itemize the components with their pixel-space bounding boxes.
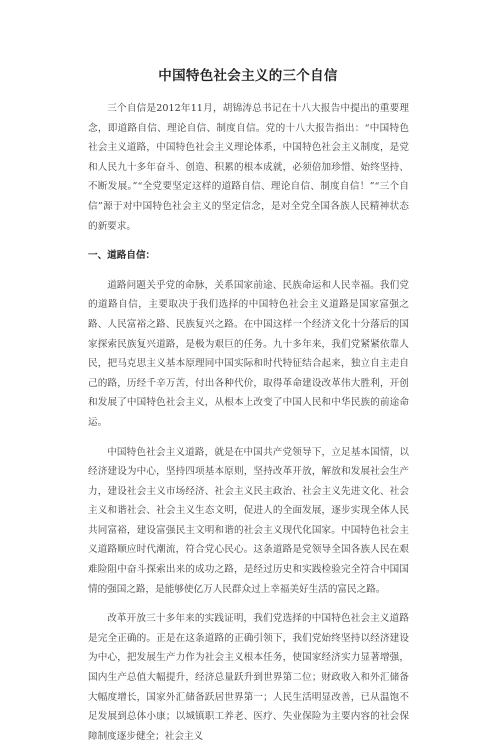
- section-paragraph: 道路问题关乎党的命脉，关系国家前途、民族命运和人民幸福。我们党的道路自信，主要取决于我们选择的中国特色社会主义道路是国家富强之路、人民富裕之路、民族复兴之路。在中国这样一个经济文化十分落后的国家探索民族复兴道路，是极为艰巨的任务。九十多年来，我们党紧紧依靠人民，把马克思主义基本原理同中国实际和时代特征结合起来，独立自主走自己的路，历经千辛万苦，付出各种代价，取得革命建设改革伟大胜利，开创和发展了中国特色社会主义，从根本上改变了中国人民和中华民族的前途命运。: [88, 279, 409, 428]
- section-paragraph: 改革开放三十多年来的实践证明，我们党选择的中国特色社会主义道路是完全正确的。正是在这条道路的正确引领下，我们党始终坚持以经济建设为中心，把发展生产力作为社会主义根本任务，使国家经济实力显著增强，国内生产总值大幅提升，经济总量跃升到世界第二位；财政收入和外汇储备大幅度增长，国家外汇储备跃居世界第一；人民生活明显改善，已从温饱不足发展到总体小康；以城镇职工养老、医疗、失业保险为主要内容的社会保障制度逐步健全；社会主义: [88, 613, 409, 742]
- section-heading-road-confidence: 一、道路自信：: [88, 250, 156, 262]
- section-paragraph: 中国特色社会主义道路，就是在中国共产党领导下，立足基本国情，以经济建设为中心，坚持四项基本原则，坚持改革开放，解放和发展社会生产力，建设社会主义市场经济、社会主义民主政治、社会主义先进文化、社会主义和谐社会、社会主义生态文明，促进人的全面发展，逐步实现全体人民共同富裕，建设富强民主文明和谐的社会主义现代化国家。中国特色社会主义道路顺应时代潮流，符合党心民心。这条道路是党领导全国各族人民在艰难险阻中奋斗探索出来的成功之路，是经过历史和实践检验完全符合中国国情的强国之路，是能够使亿万人民群众过上幸福美好生活的富民之路。: [88, 446, 409, 595]
- intro-paragraph: 三个自信是2012年11月，胡锦涛总书记在十八大报告中提出的重要理念，即道路自信、理论自信、制度自信。党的十八大报告指出：“中国特色社会主义道路，中国特色社会主义理论体系，中国特色社会主义制度，是党和人民九十多年奋斗、创造、积累的根本成就，必须倍加珍惜、始终坚持、不断发展。”“全党要坚定这样的道路自信、理论自信、制度自信！”“三个自信”源于对中国特色社会主义的坚定信念，是对全党全国各族人民精神状态的新要求。: [88, 103, 409, 232]
- document-body: [88, 99, 409, 756]
- document-title: 中国特色社会主义的三个自信: [158, 68, 338, 84]
